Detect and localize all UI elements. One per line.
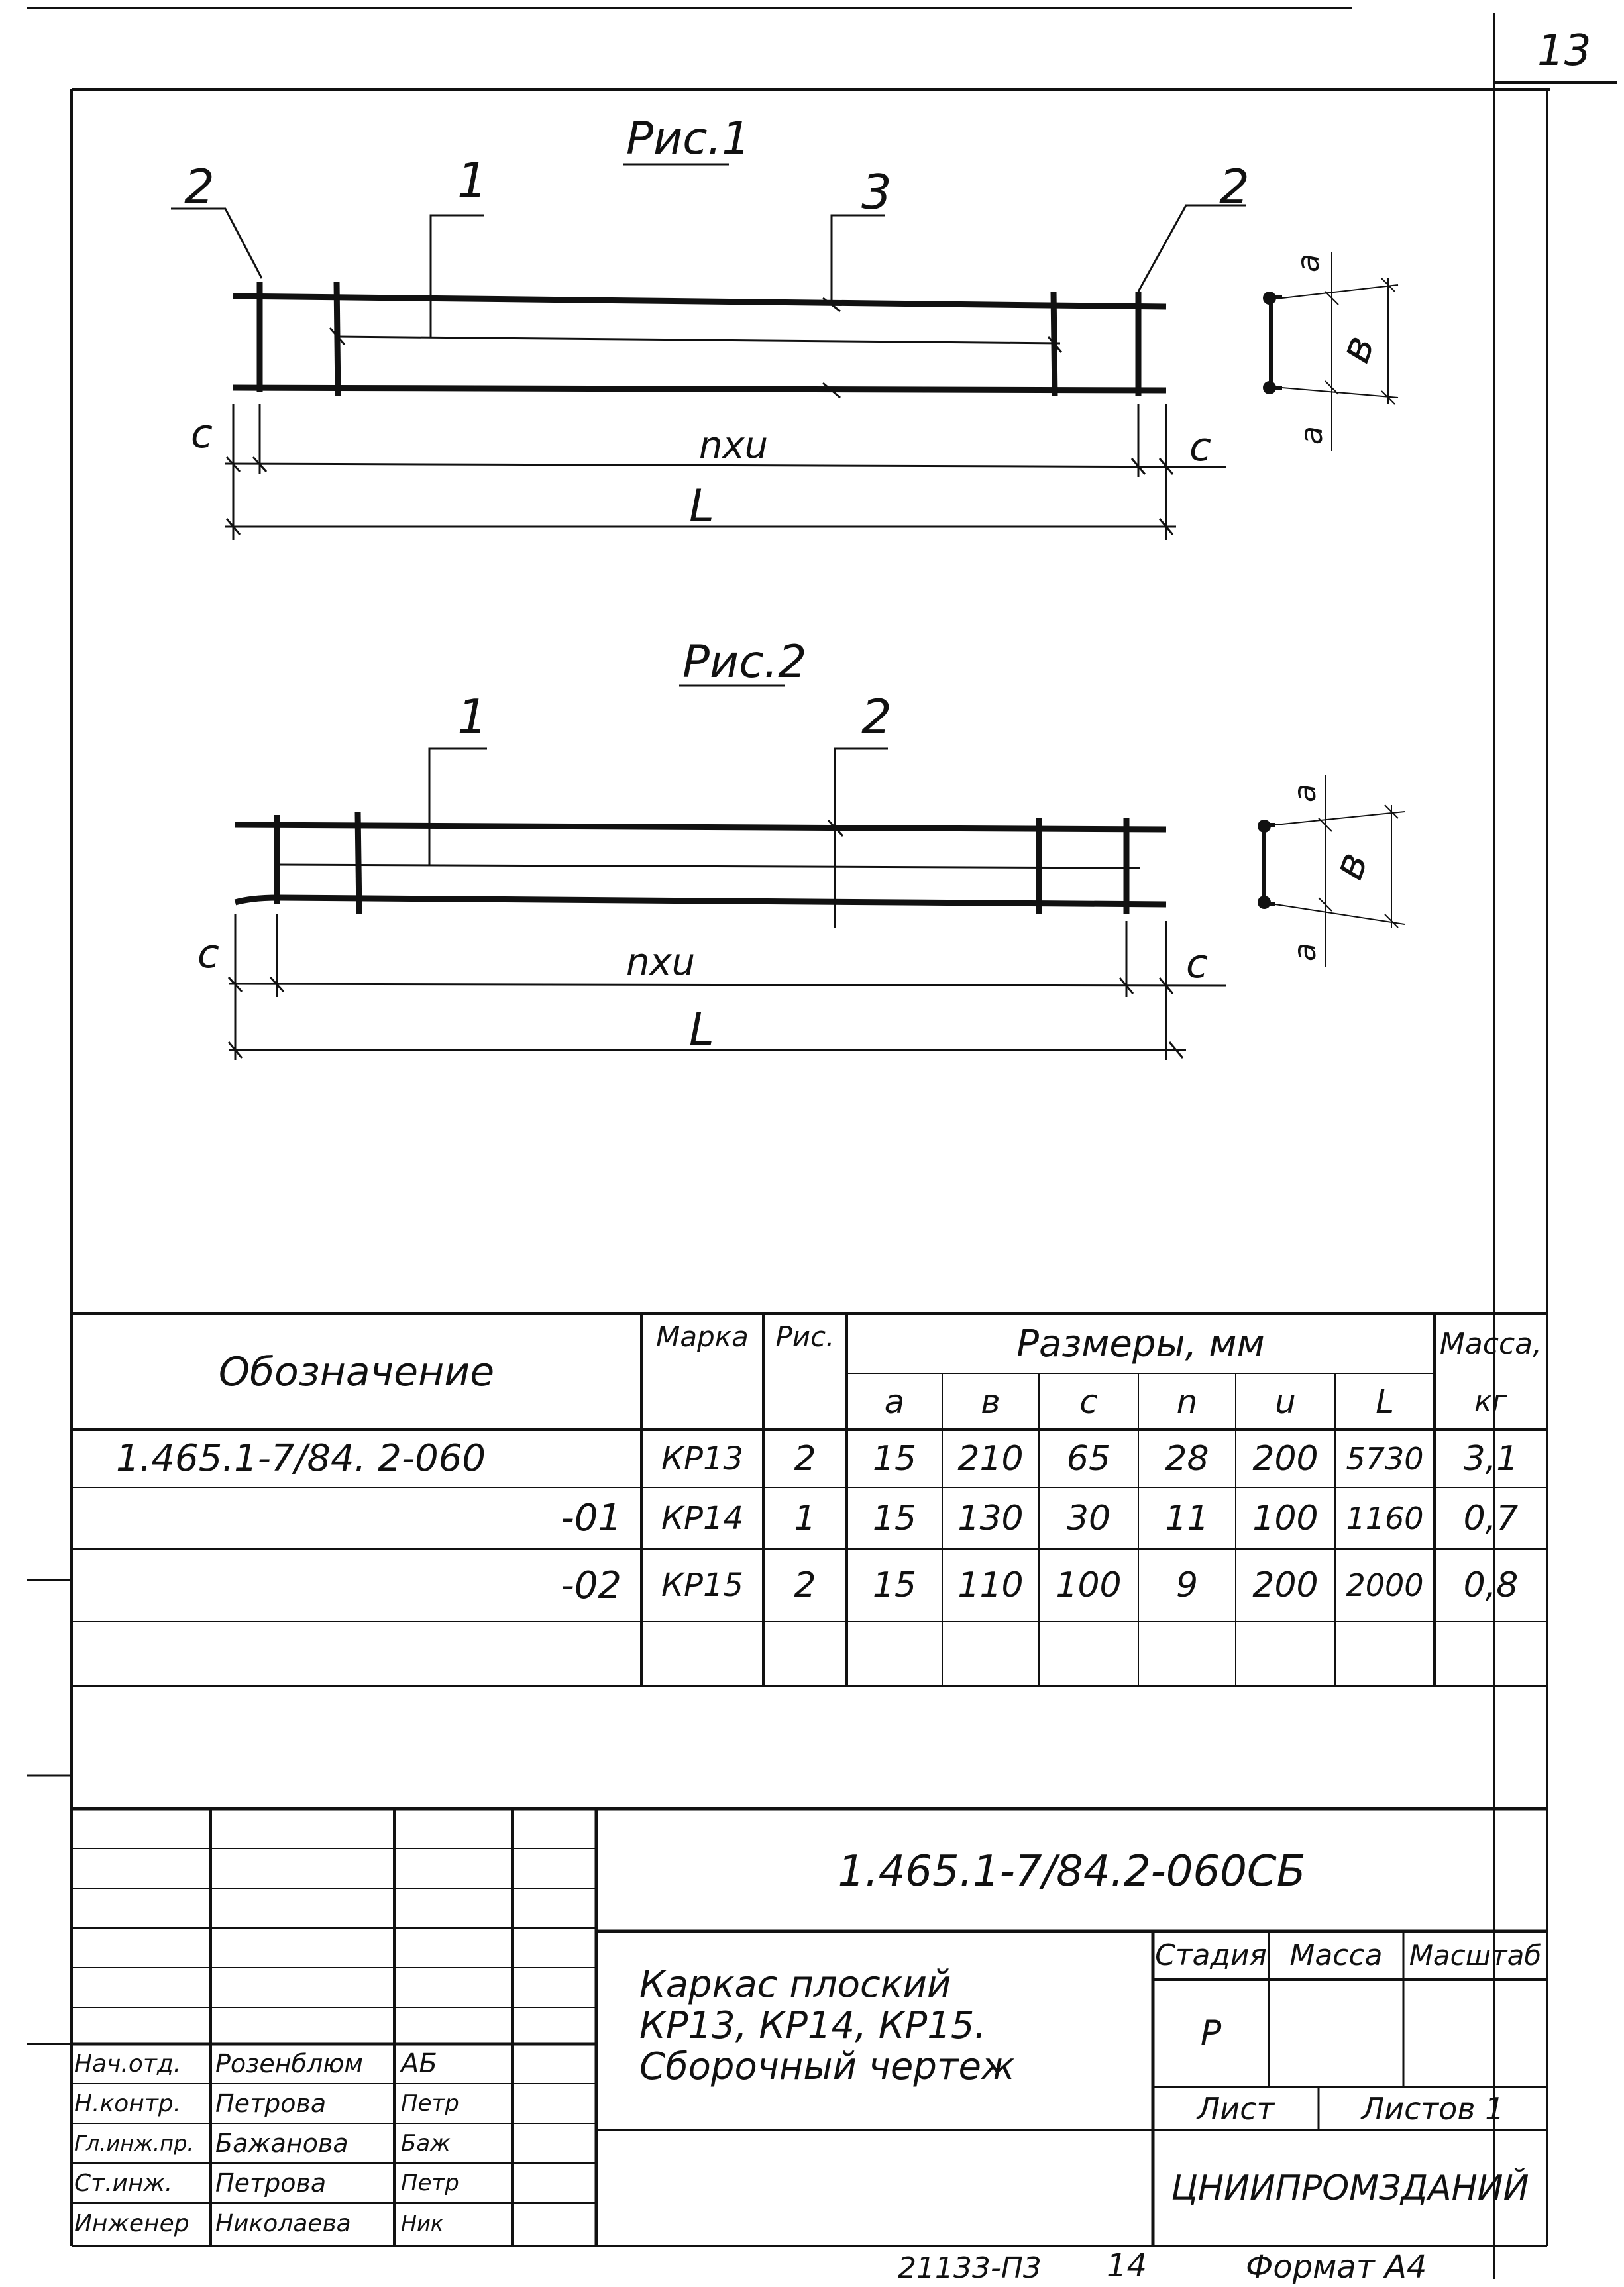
signer-signature: Петр [401,2170,459,2196]
th-sub-n: n [1176,1382,1198,1421]
row3-u: 200 [1252,1566,1319,1605]
th-sub-b: в [981,1382,1001,1421]
scale-label: Масштаб [1409,1939,1542,1972]
stage-label: Стадия [1155,1939,1267,1972]
row1-fig: 2 [794,1438,816,1479]
th-fig: Рис. [775,1320,835,1353]
row3-c: 100 [1056,1566,1122,1605]
signer-name: Петрова [215,2089,327,2118]
bottom-format: Формат А4 [1246,2249,1427,2286]
fig1-title: Рис.1 [626,113,751,165]
th-mass-unit: кг [1474,1385,1507,1418]
th-designation: Обозначение [218,1348,495,1395]
fig2-dim-nxu: nxu [626,941,696,984]
row3-designation: -02 [561,1564,622,1607]
row2-mark: КР14 [661,1499,744,1537]
row1-mass: 3,1 [1463,1438,1519,1479]
fig1-dim-c-right: c [1189,424,1211,470]
fig2-title: Рис.2 [682,636,807,688]
row3-L: 2000 [1346,1568,1424,1603]
row2-mass: 0,7 [1463,1498,1519,1538]
doc-code: 1.465.1-7/84.2-060СБ [838,1847,1306,1896]
th-dims: Размеры, мм [1016,1322,1265,1365]
th-sub-c: c [1079,1382,1098,1421]
document-name [639,1964,1143,2088]
row1-a: 15 [872,1438,917,1479]
fig1-callout-bars: 1 [457,152,488,208]
signer-name: Бажанова [215,2129,349,2158]
fig2-section-a-top: a [1287,783,1323,803]
fig1-section-a-bottom: a [1293,425,1330,445]
signer-signature: Ник [401,2211,444,2236]
signer-signature: АБ [401,2048,437,2079]
row2-L: 1160 [1346,1500,1424,1536]
bottom-code: 21133-П3 [898,2251,1042,2285]
row3-fig: 2 [794,1566,816,1605]
mass-label: Масса [1289,1939,1383,1972]
document-name-line3: Сборочный чертеж [639,2045,1015,2088]
row1-mark: КР13 [661,1440,744,1477]
fig1-callout-right: 2 [1219,159,1250,215]
row1-b: 210 [957,1438,1024,1479]
signer-signature: Баж [401,2130,451,2156]
signer-role: Гл.инж.пр. [74,2131,194,2156]
row1-designation: 1.465.1-7/84. 2-060 [116,1437,486,1480]
row1-n: 28 [1165,1438,1209,1479]
th-mass: Масса, [1439,1326,1543,1361]
signer-role: Нач.отд. [74,2050,182,2078]
row2-n: 11 [1165,1498,1209,1538]
row3-b: 110 [957,1566,1024,1605]
row3-mass: 0,8 [1463,1566,1519,1605]
row2-c: 30 [1066,1498,1111,1538]
row2-designation: -01 [561,1497,622,1540]
row1-L: 5730 [1346,1440,1424,1477]
signer-role: Н.контр. [74,2090,182,2117]
fig2-section-b: в [1323,845,1379,886]
row1-c: 65 [1066,1438,1111,1479]
fig1-section-a-top: a [1290,253,1326,273]
document-name-line2: КР13, КР14, КР15. [639,2004,987,2047]
signer-role: Ст.инж. [74,2169,173,2197]
organization: ЦНИИПРОМЗДАНИЙ [1171,2168,1529,2208]
row1-u: 200 [1252,1438,1319,1479]
fig1-callout-center: 3 [861,164,892,220]
th-sub-u: u [1275,1382,1296,1421]
fig1-callout-left: 2 [184,159,215,215]
signer-name: Петрова [215,2168,327,2198]
fig2-section-a-bottom: a [1287,942,1323,962]
th-mark: Марка [656,1320,749,1353]
sheet-label: Лист [1197,2090,1275,2127]
signer-role: Инженер [74,2209,189,2237]
sheets-label: Листов 1 [1361,2090,1505,2127]
fig2-dim-c-left: c [197,931,219,977]
stage-value: Р [1200,2013,1222,2053]
document-name-line1: Каркас плоский [639,1963,951,2006]
row3-mark: КР15 [661,1567,744,1604]
row2-fig: 1 [794,1498,816,1538]
row3-a: 15 [872,1566,917,1605]
sheet-corner-number: 13 [1537,27,1592,76]
fig2-callout-bars: 1 [457,689,488,745]
row2-u: 100 [1252,1498,1319,1538]
row2-b: 130 [957,1498,1024,1538]
signer-name: Розенблюм [215,2049,363,2078]
fig1-dim-c-left: c [191,411,213,457]
fig2-callout-center: 2 [861,689,892,745]
th-sub-L: L [1376,1382,1394,1421]
bottom-page-number: 14 [1107,2247,1148,2284]
fig1-section-b: в [1330,329,1385,370]
signer-signature: Петр [401,2090,459,2117]
signer-name: Николаева [215,2209,351,2237]
th-sub-a: a [884,1382,905,1421]
fig2-dim-L: L [689,1004,714,1056]
row3-n: 9 [1175,1566,1199,1605]
fig2-dim-c-right: c [1186,941,1208,987]
fig2-frame-drawing [229,686,1226,1060]
fig1-dim-L: L [689,480,714,533]
row2-a: 15 [872,1498,917,1538]
fig1-dim-nxu: nxu [699,424,769,467]
